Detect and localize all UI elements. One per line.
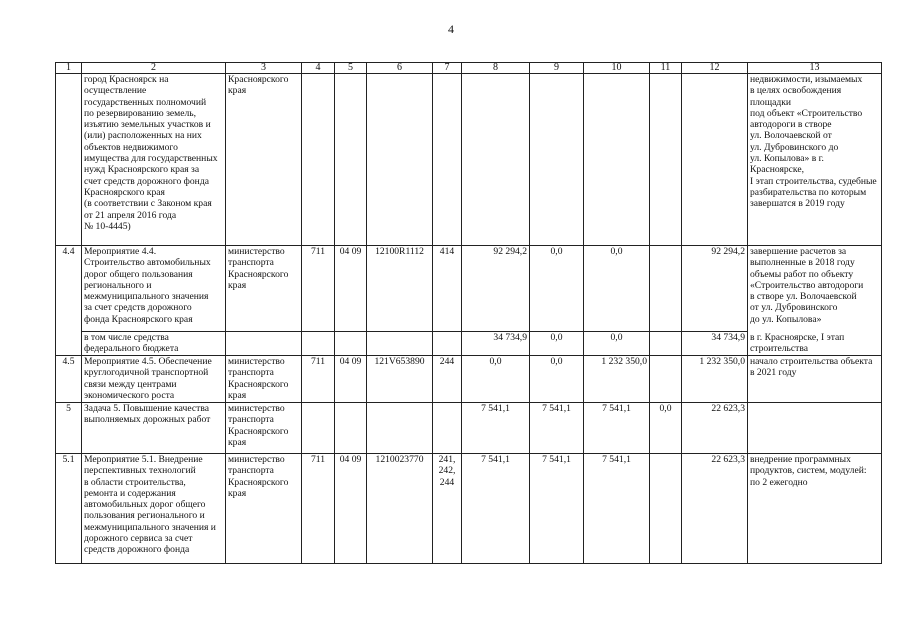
amount-cell [462, 74, 530, 246]
table-row [56, 74, 882, 246]
csr-cell [367, 403, 433, 454]
activity-name-cell: в том числе средства федерального бюджета [82, 332, 226, 356]
executor-cell: министерство транспорта Красноярского края [226, 454, 302, 564]
amount-cell: 7 541,1 [584, 403, 650, 454]
amount-cell: 92 294,2 [462, 246, 530, 332]
vr-cell [433, 74, 462, 246]
grbs-cell: 711 [302, 246, 335, 332]
amount-cell [650, 454, 682, 564]
rzpr-cell: 04 09 [335, 356, 367, 403]
vr-cell [433, 332, 462, 356]
total-cell: 22 623,3 [682, 403, 748, 454]
header-cell: 13 [748, 63, 882, 74]
amount-cell: 7 541,1 [462, 403, 530, 454]
executor-cell: министерство транспорта Красноярского края [226, 403, 302, 454]
executor-cell [226, 332, 302, 356]
amount-cell: 0,0 [530, 246, 584, 332]
grbs-cell [302, 403, 335, 454]
table-row [56, 332, 882, 356]
activity-name-cell: город Красноярск на осуществление государственных полномочий по резервированию земель, изъятию земельных участков и (или) расположенных на них объектов недвижимого имущества для государственных нужд Красноярского края за счет средств дорожного фонда Красноярского края (в соответствии с Законом края от 21 апреля 2016 года № 10-4445) [82, 74, 226, 246]
amount-cell: 0,0 [650, 403, 682, 454]
header-cell: 4 [302, 63, 335, 74]
amount-cell: 0,0 [584, 332, 650, 356]
csr-cell [367, 332, 433, 356]
table-row [56, 246, 882, 332]
header-cell: 7 [433, 63, 462, 74]
vr-cell: 241, 242, 244 [433, 454, 462, 564]
page-number: 4 [448, 22, 454, 36]
grbs-cell [302, 332, 335, 356]
total-cell: 92 294,2 [682, 246, 748, 332]
rzpr-cell [335, 74, 367, 246]
amount-cell: 7 541,1 [530, 454, 584, 564]
amount-cell [530, 74, 584, 246]
row-number-cell: 4.4 [56, 246, 82, 332]
activity-name-cell: Задача 5. Повышение качества выполняемых дорожных работ [82, 403, 226, 454]
total-cell: 1 232 350,0 [682, 356, 748, 403]
amount-cell: 0,0 [462, 356, 530, 403]
result-cell: недвижимости, изымаемых в целях освобождения площадки под объект «Строительство автодороги в створе ул. Волочаевской от ул. Дубровинского до ул. Копылова» в г. Красноярске, I этап строительства, судебные разбирательства по которым завершатся в 2019 году [748, 74, 882, 246]
result-cell: начало строительства объекта в 2021 году [748, 356, 882, 403]
amount-cell [650, 356, 682, 403]
table-row [56, 403, 882, 454]
amount-cell: 7 541,1 [462, 454, 530, 564]
vr-cell [433, 403, 462, 454]
header-cell: 1 [56, 63, 82, 74]
grbs-cell: 711 [302, 454, 335, 564]
header-cell: 6 [367, 63, 433, 74]
amount-cell: 0,0 [530, 356, 584, 403]
row-number-cell: 4.5 [56, 356, 82, 403]
executor-cell: Красноярского края [226, 74, 302, 246]
header-row [56, 63, 882, 74]
amount-cell: 0,0 [530, 332, 584, 356]
rzpr-cell [335, 332, 367, 356]
vr-cell: 244 [433, 356, 462, 403]
header-cell: 2 [82, 63, 226, 74]
total-cell: 34 734,9 [682, 332, 748, 356]
amount-cell [650, 74, 682, 246]
header-cell: 9 [530, 63, 584, 74]
header-cell: 5 [335, 63, 367, 74]
amount-cell: 7 541,1 [584, 454, 650, 564]
amount-cell [650, 246, 682, 332]
rzpr-cell: 04 09 [335, 246, 367, 332]
amount-cell: 7 541,1 [530, 403, 584, 454]
header-cell: 11 [650, 63, 682, 74]
executor-cell: министерство транспорта Красноярского края [226, 246, 302, 332]
result-cell: внедрение программных продуктов, систем, модулей: по 2 ежегодно [748, 454, 882, 564]
header-cell: 10 [584, 63, 650, 74]
header-cell: 12 [682, 63, 748, 74]
csr-cell: 1210023770 [367, 454, 433, 564]
csr-cell: 121V653890 [367, 356, 433, 403]
amount-cell: 0,0 [584, 246, 650, 332]
grbs-cell [302, 74, 335, 246]
row-number-cell: 5 [56, 403, 82, 454]
amount-cell: 1 232 350,0 [584, 356, 650, 403]
header-cell: 3 [226, 63, 302, 74]
vr-cell: 414 [433, 246, 462, 332]
total-cell [682, 74, 748, 246]
result-cell [748, 403, 882, 454]
header-cell: 8 [462, 63, 530, 74]
total-cell: 22 623,3 [682, 454, 748, 564]
table-row [56, 356, 882, 403]
result-cell: завершение расчетов за выполненные в 2018 году объемы работ по объекту «Строительство автодороги в створе ул. Волочаевской от ул. Дубровинского до ул. Копылова» [748, 246, 882, 332]
rzpr-cell: 04 09 [335, 454, 367, 564]
activity-name-cell: Мероприятие 5.1. Внедрение перспективных технологий в области строительства, ремонта и содержания автомобильных дорог общего пользования регионального и межмуниципального значения и дорожного сервиса за счет средств дорожного фонда [82, 454, 226, 564]
row-number-cell [56, 332, 82, 356]
program-activities-table [55, 62, 882, 564]
csr-cell [367, 74, 433, 246]
grbs-cell: 711 [302, 356, 335, 403]
amount-cell [650, 332, 682, 356]
amount-cell [584, 74, 650, 246]
rzpr-cell [335, 403, 367, 454]
row-number-cell [56, 74, 82, 246]
csr-cell: 12100R1112 [367, 246, 433, 332]
table-row [56, 454, 882, 564]
result-cell: в г. Красноярске, I этап строительства [748, 332, 882, 356]
activity-name-cell: Мероприятие 4.4. Строительство автомобильных дорог общего пользования регионального и межмуниципального значения за счет средств дорожного фонда Красноярского края [82, 246, 226, 332]
activity-name-cell: Мероприятие 4.5. Обеспечение круглогодичной транспортной связи между центрами экономического роста [82, 356, 226, 403]
amount-cell: 34 734,9 [462, 332, 530, 356]
executor-cell: министерство транспорта Красноярского края [226, 356, 302, 403]
row-number-cell: 5.1 [56, 454, 82, 564]
